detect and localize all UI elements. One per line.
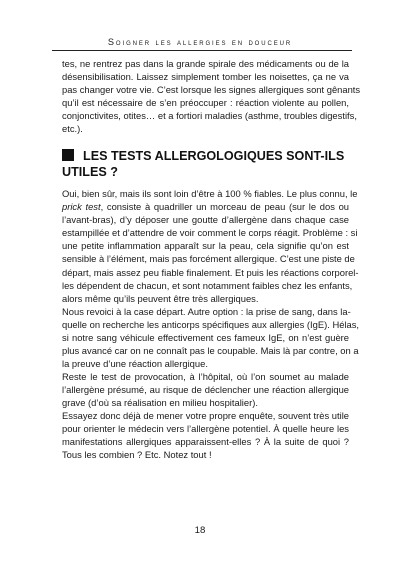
text-line: si notre sang véhicule effectivement ces fameux IgE, on n’est guère bbox=[62, 332, 349, 344]
heading-text: LES TESTS ALLERGOLOGIQUES SONT-ILS bbox=[83, 149, 345, 163]
text-line: la preuve d’une réaction allergique. bbox=[62, 358, 208, 370]
header-rule bbox=[52, 50, 352, 51]
text-line: Essayez donc déjà de mener votre propre enquête, souvent très utile bbox=[62, 410, 349, 421]
text-line: Nous revoici à la case départ. Autre option : la prise de sang, dans la- bbox=[62, 306, 351, 317]
paragraph-own-investigation bbox=[62, 409, 349, 461]
heading-line bbox=[62, 149, 352, 165]
text-line: les dépendent de chacun, et sont notamment faibles chez les enfants, bbox=[62, 279, 353, 291]
text-line: tes, ne rentrez pas dans la grande spirale des médicaments ou de la bbox=[62, 58, 349, 69]
text-line: Oui, bien sûr, mais ils sont loin d’être à 100 % fiables. Le plus connu, le bbox=[62, 188, 358, 199]
text-line: conjonctivites, otites… et a fortiori maladies (asthme, troubles digestifs, bbox=[62, 110, 357, 122]
text-line: quelle on recherche les anticorps spécifiques aux allergies (IgE). Hélas, bbox=[62, 319, 360, 331]
text-fragment: , consiste à quadriller un morceau de peau (sur le dos ou bbox=[100, 201, 349, 213]
text-line: départ, mais assez peu fiable finalement. Et puis les réactions corporel- bbox=[62, 266, 359, 278]
text-line: l’avant-bras), d’y déposer une goutte d’allergène dans chaque case bbox=[62, 214, 349, 226]
text-line: alors même qu’ils peuvent être très allergiques. bbox=[62, 292, 259, 304]
heading-line: UTILES ? bbox=[62, 164, 118, 179]
text-line: etc.). bbox=[62, 123, 83, 135]
text-line: plus avancé car on ne connaît pas le coupable. Mais là par contre, on a bbox=[62, 345, 359, 357]
paragraph-prick-test bbox=[62, 187, 359, 305]
running-title: Soigner les allergies en douceur bbox=[107, 37, 293, 47]
text-line: sensible à l’élément, mais pas forcément allergique. C’est une piste de bbox=[62, 253, 355, 265]
text-line: qu’il est nécessaire de s’en préoccuper : réaction violente au pollen, bbox=[62, 97, 349, 109]
running-header bbox=[0, 37, 400, 47]
text-line: l’allergène présumé, au risque de déclencher une réaction allergique bbox=[62, 384, 349, 396]
text-line: désensibilisation. Laissez simplement tomber les noisettes, ça ne va bbox=[62, 71, 349, 83]
paragraph-blood-test bbox=[62, 305, 360, 370]
italic-term: prick test bbox=[62, 201, 101, 213]
text-line bbox=[62, 200, 349, 213]
page-number: 18 bbox=[194, 525, 206, 536]
text-line: Reste le test de provocation, à l’hôpital, où l’on soumet au malade bbox=[62, 371, 349, 382]
paragraph-provocation-test bbox=[62, 370, 349, 409]
section-heading bbox=[62, 149, 352, 180]
text-line: grave (d’où sa réalisation en milieu hospitalier). bbox=[62, 397, 258, 409]
text-line: estampillée et d’attendre de voir comment le corps réagit. Problème : si bbox=[62, 227, 358, 239]
text-line: une petite inflammation apparaît sur la peau, cela signifie qu’on est bbox=[62, 240, 349, 252]
square-bullet-icon bbox=[62, 149, 74, 161]
text-line: Tous les combien ? Etc. Notez tout ! bbox=[62, 449, 212, 461]
intro-paragraph bbox=[62, 57, 361, 136]
text-line: pas changer votre vie. C’est lorsque les signes allergiques sont gênants bbox=[62, 84, 361, 96]
text-line: manifestations allergiques apparaissent-elles ? À la suite de quoi ? bbox=[62, 436, 349, 448]
text-line: pour orienter le médecin vers l’allergène potentiel. À quelle heure les bbox=[62, 423, 349, 435]
